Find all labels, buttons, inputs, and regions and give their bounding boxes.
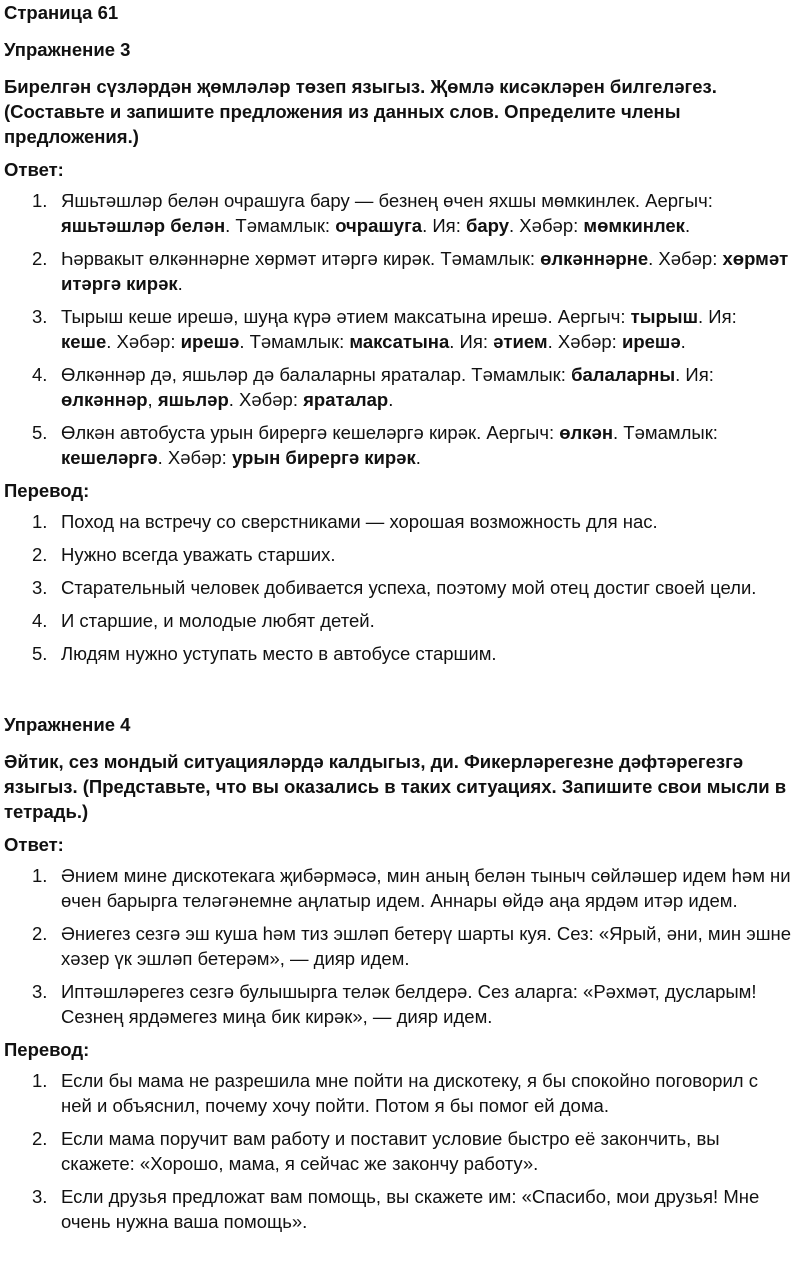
- item-text: Әнием мине дискотекага җибәрмәсә, мин аның белән тыныч сөйләшер идем һәм ни өчен барырга теләгәнемне аңлатыр идем. Аннары өйдә аңа ярдәм итәр идем.: [61, 865, 791, 911]
- item-number: 3.: [32, 306, 48, 327]
- text-fragment: . Ия:: [449, 331, 494, 352]
- text-fragment: . Хәбәр:: [157, 447, 232, 468]
- item-text: Әниегез сезгә эш куша һәм тиз эшләп бетерү шарты куя. Сез: «Ярый, әни, мин эшне хәзер үк эшләп бетерәм», — дияр идем.: [61, 923, 792, 969]
- sentence-member: мөмкинлек: [583, 215, 685, 236]
- item-number: 2.: [32, 248, 48, 269]
- list-item: [4, 304, 792, 354]
- item-number: 1.: [32, 190, 48, 211]
- item-number: 5.: [32, 643, 48, 664]
- sentence-member: өлкән: [559, 422, 614, 443]
- sentence-member: яшьләр: [157, 389, 229, 410]
- sentence-member: ирешә: [621, 331, 681, 352]
- sentence-member: тырыш: [630, 306, 699, 327]
- sentence-member: ирешә: [180, 331, 240, 352]
- sentence-member: хөрмәт итәргә кирәк: [61, 248, 789, 294]
- item-number: 2.: [32, 923, 48, 944]
- text-fragment: Өлкән автобуста урын бирергә кешеләргә кирәк. Аергыч:: [61, 422, 560, 443]
- translation-label: Перевод:: [4, 1039, 90, 1060]
- sentence-member: кеше: [61, 331, 107, 352]
- item-text: Если бы мама не разрешила мне пойти на дискотеку, я бы спокойно поговорил с ней и объяснил, почему хочу пойти. Потом я бы помог ей дома.: [61, 1070, 758, 1116]
- item-number: 5.: [32, 422, 48, 443]
- translation-list: [4, 509, 792, 666]
- translation-list: [4, 1068, 792, 1234]
- sentence-member: өлкәннәрне: [540, 248, 649, 269]
- exercise-task: Бирелгән сүзләрдән җөмләләр төзеп языгыз. Җөмлә кисәкләрен билгеләгез. (Составьте и запишите предложения из данных слов. Определите члены предложения.): [4, 76, 717, 147]
- exercise-task: Әйтик, сез мондый ситуацияләрдә калдыгыз, ди. Фикерләрегезне дәфтәрегезгә языгыз. (Представьте, что вы оказались в таких ситуациях. Запишите свои мысли в тетрадь.): [4, 751, 787, 822]
- sentence-member: бару: [465, 215, 510, 236]
- text-fragment: Яшьтәшләр белән очрашуга бару — безнең өчен яхшы мөмкинлек. Аергыч:: [61, 190, 713, 211]
- list-item: [4, 246, 792, 296]
- text-fragment: Өлкәннәр дә, яшьләр дә балаларны яраталар. Тәмамлык:: [61, 364, 572, 385]
- item-number: 3.: [32, 1186, 48, 1207]
- text-fragment: . Хәбәр:: [106, 331, 181, 352]
- text-fragment: . Тәмамлык:: [225, 215, 336, 236]
- sentence-member: максатына: [349, 331, 450, 352]
- list-item: [4, 509, 792, 534]
- sentence-member: очрашуга: [335, 215, 423, 236]
- list-item: [4, 362, 792, 412]
- item-text: Старательный человек добивается успеха, поэтому мой отец достиг своей цели.: [61, 577, 757, 598]
- text-fragment: . Ия:: [675, 364, 714, 385]
- sentence-member: урын бирергә кирәк: [231, 447, 416, 468]
- list-item: [4, 979, 792, 1029]
- item-text: Людям нужно уступать место в автобусе старшим.: [61, 643, 497, 664]
- item-number: 1.: [32, 1070, 48, 1091]
- page-title: Страница 61: [4, 2, 119, 23]
- item-number: 2.: [32, 1128, 48, 1149]
- list-item: [4, 420, 792, 470]
- text-fragment: .: [388, 389, 394, 410]
- exercise-title: Упражнение 4: [4, 714, 131, 735]
- text-fragment: . Ия:: [422, 215, 466, 236]
- item-number: 3.: [32, 577, 48, 598]
- answer-label: Ответ:: [4, 834, 64, 855]
- list-item: [4, 188, 792, 238]
- item-number: 4.: [32, 610, 48, 631]
- text-fragment: . Ия:: [698, 306, 737, 327]
- text-fragment: Һәрвакыт өлкәннәрне хөрмәт итәргә кирәк. Тәмамлык:: [61, 248, 541, 269]
- list-item: [4, 608, 792, 633]
- text-fragment: . Хәбәр:: [547, 331, 622, 352]
- list-item: [4, 542, 792, 567]
- item-text: Если друзья предложат вам помощь, вы скажете им: «Спасибо, мои друзья! Мне очень нужна ваша помощь».: [61, 1186, 760, 1232]
- item-number: 1.: [32, 511, 48, 532]
- item-text: И старшие, и молодые любят детей.: [61, 610, 375, 631]
- text-fragment: .: [680, 331, 686, 352]
- item-number: 2.: [32, 544, 48, 565]
- item-number: 3.: [32, 981, 48, 1002]
- exercise-4: [4, 712, 792, 1234]
- item-text: Поход на встречу со сверстниками — хорошая возможность для нас.: [61, 511, 658, 532]
- sentence-member: кешеләргә: [61, 447, 158, 468]
- section-spacer: [4, 674, 792, 700]
- list-item: [4, 863, 792, 913]
- answer-label: Ответ:: [4, 159, 64, 180]
- sentence-member: балаларны: [571, 364, 676, 385]
- text-fragment: .: [684, 215, 691, 236]
- list-item: [4, 1126, 792, 1176]
- item-number: 4.: [32, 364, 48, 385]
- list-item: [4, 921, 792, 971]
- translation-label: Перевод:: [4, 480, 90, 501]
- list-item: [4, 1068, 792, 1118]
- text-fragment: . Хәбәр:: [509, 215, 584, 236]
- list-item: [4, 1184, 792, 1234]
- item-text: Если мама поручит вам работу и поставит условие быстро её закончить, вы скажете: «Хорошо, мама, я сейчас же закончу работу».: [61, 1128, 720, 1174]
- exercise-3: [4, 37, 792, 666]
- text-fragment: .: [177, 273, 183, 294]
- text-fragment: . Хәбәр:: [228, 389, 304, 410]
- item-text: Нужно всегда уважать старших.: [61, 544, 336, 565]
- text-fragment: Тырыш кеше ирешә, шуңа күрә әтием максатына ирешә. Аергыч:: [61, 306, 631, 327]
- sentence-member: яшьтәшләр белән: [61, 215, 226, 236]
- item-text: Иптәшләрегез сезгә булышырга теләк белдерә. Сез аларга: «Рәхмәт, дусларым! Сезнең ярдәмегез миңа бик кирәк», — дияр идем.: [61, 981, 757, 1027]
- item-number: 1.: [32, 865, 48, 886]
- answer-list: [4, 188, 792, 470]
- list-item: [4, 575, 792, 600]
- list-item: [4, 641, 792, 666]
- text-fragment: .: [415, 447, 421, 468]
- sentence-member: әтием: [493, 331, 548, 352]
- exercise-title: Упражнение 3: [4, 39, 131, 60]
- sentence-member: яраталар: [303, 389, 389, 410]
- text-fragment: . Тәмамлык:: [613, 422, 718, 443]
- text-fragment: ,: [147, 389, 158, 410]
- sentence-member: өлкәннәр: [61, 389, 148, 410]
- text-fragment: . Тәмамлык:: [239, 331, 350, 352]
- answer-list: [4, 863, 792, 1029]
- text-fragment: . Хәбәр:: [648, 248, 723, 269]
